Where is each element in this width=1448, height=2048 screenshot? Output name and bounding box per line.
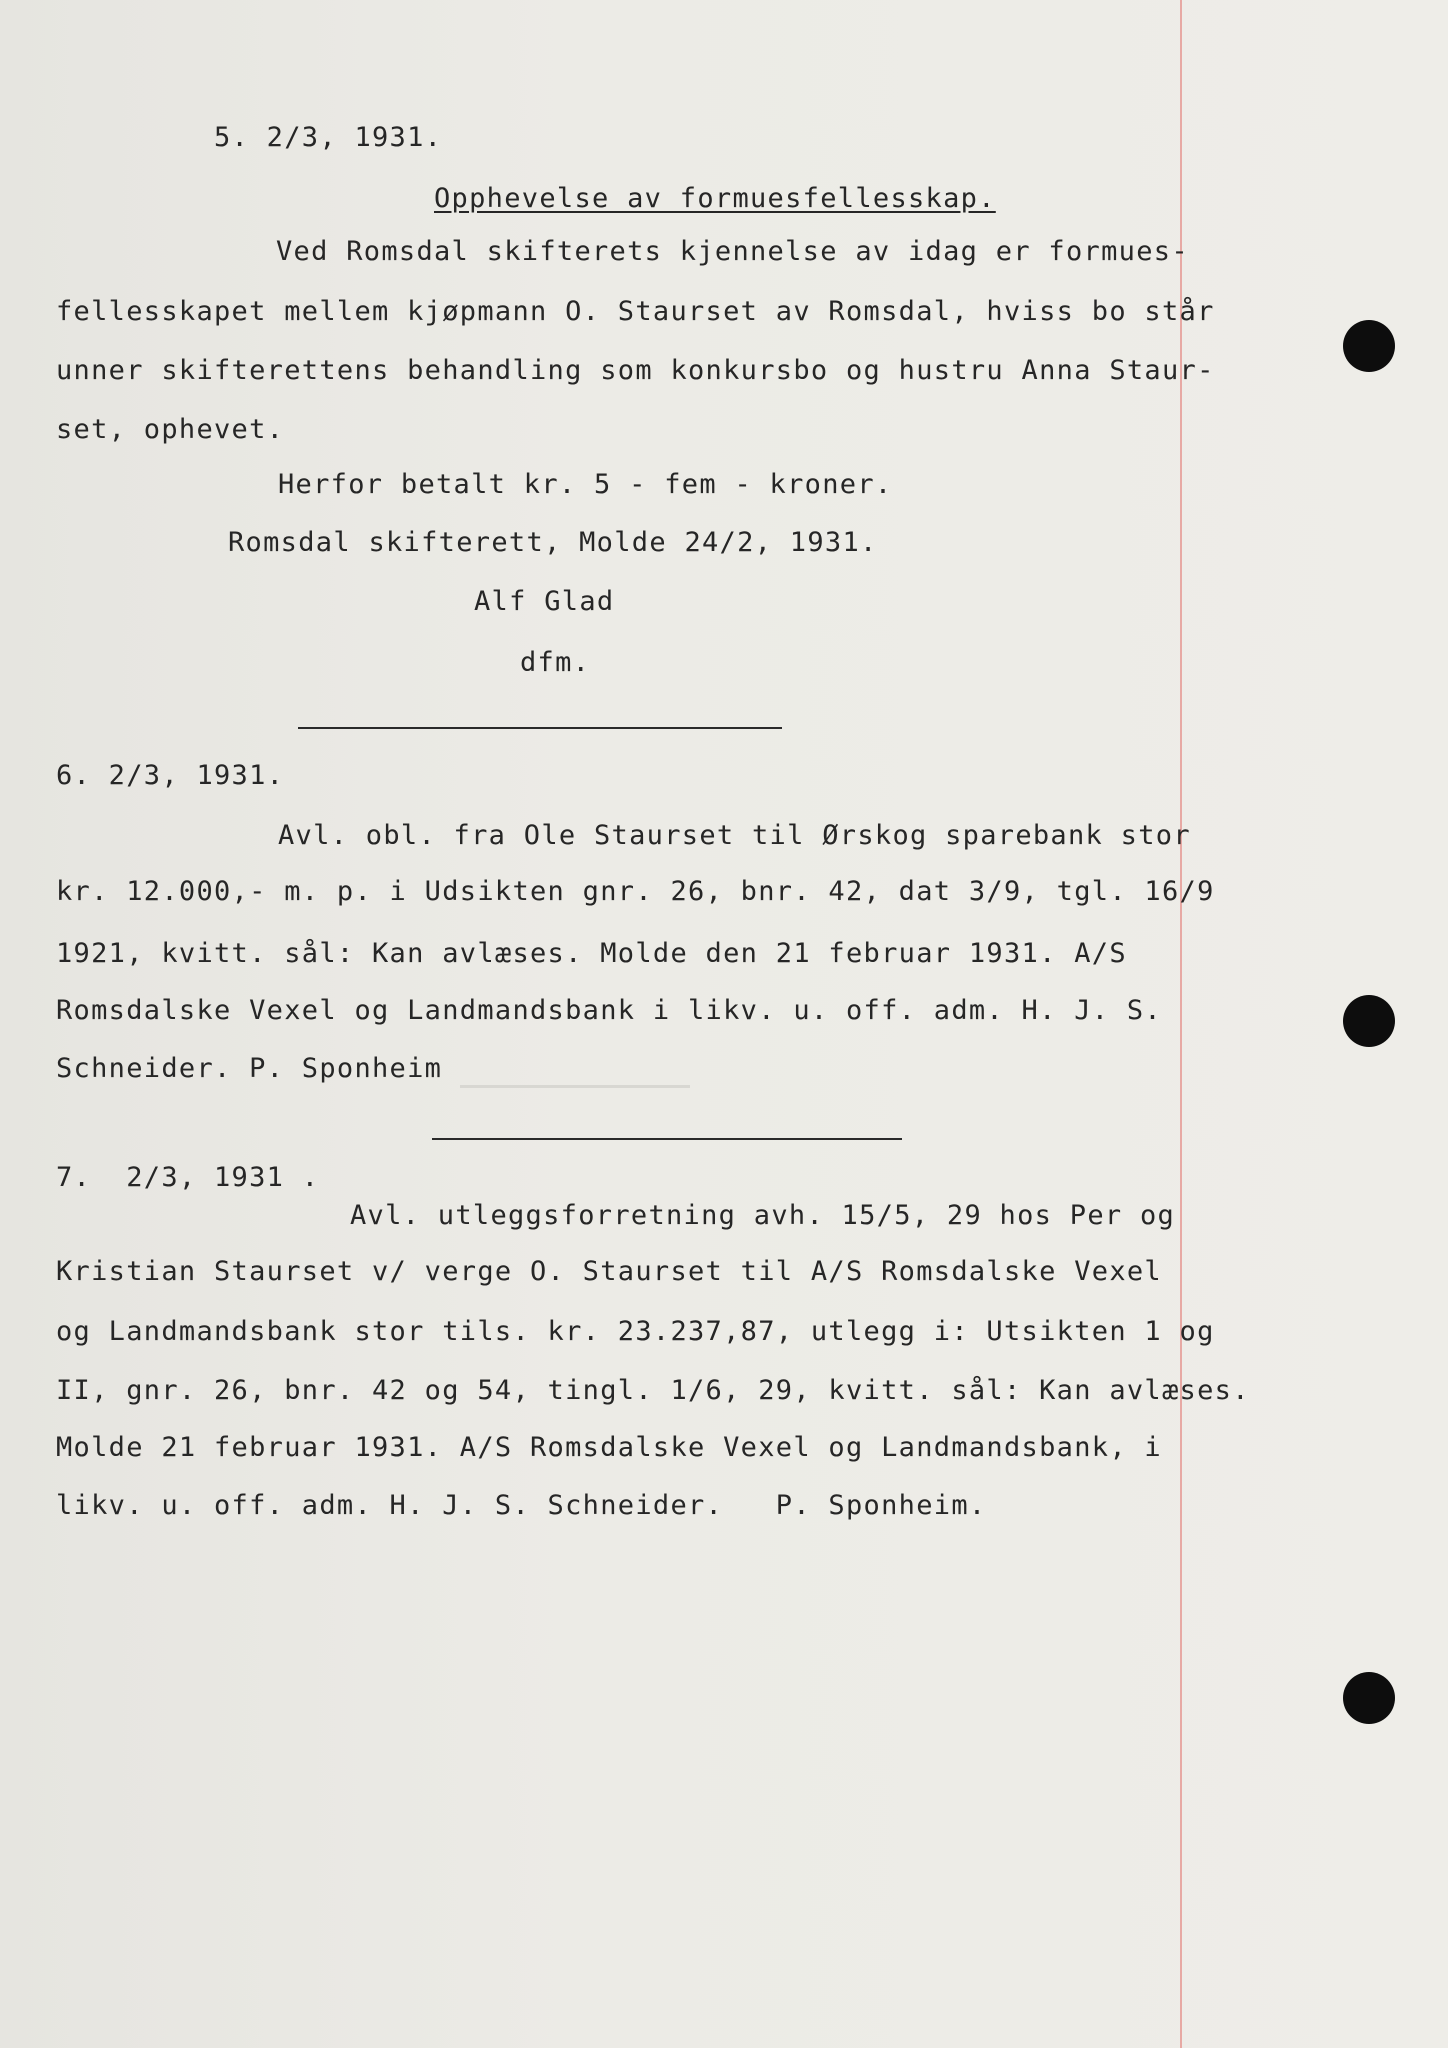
entry-7-line: og Landmandsbank stor tils. kr. 23.237,87, utlegg i: Utsikten 1 og [56, 1316, 1215, 1347]
entry-5-line: set, ophevet. [56, 414, 285, 445]
entry-6-line: Schneider. P. Sponheim [56, 1053, 443, 1084]
entry-5-line: Herfor betalt kr. 5 - fem - kroner. [278, 469, 893, 500]
entry-6-line: Romsdalske Vexel og Landmandsbank i likv. u. off. adm. H. J. S. [56, 995, 1162, 1026]
entry-5-heading: 5. 2/3, 1931. [214, 122, 443, 153]
entry-6-line: Avl. obl. fra Ole Staurset til Ørskog sparebank stor [278, 820, 1191, 851]
entry-5-signature: Alf Glad [474, 586, 615, 617]
separator-rule [432, 1138, 902, 1140]
punch-hole [1343, 1672, 1395, 1724]
entry-6-line: kr. 12.000,- m. p. i Udsikten gnr. 26, bnr. 42, dat 3/9, tgl. 16/9 [56, 876, 1215, 907]
entry-5-line: unner skifterettens behandling som konkursbo og hustru Anna Staur- [56, 355, 1215, 386]
punch-hole [1343, 320, 1395, 372]
entry-7-line: Avl. utleggsforretning avh. 15/5, 29 hos Per og [350, 1200, 1176, 1231]
entry-5-line: dfm. [520, 647, 591, 678]
faint-mark [460, 1085, 690, 1088]
entry-6-heading: 6. 2/3, 1931. [56, 760, 285, 791]
entry-7-line: Molde 21 februar 1931. A/S Romsdalske Vexel og Landmandsbank, i [56, 1432, 1162, 1463]
entry-5-title: Opphevelse av formuesfellesskap. [434, 183, 996, 214]
entry-5-line: Romsdal skifterett, Molde 24/2, 1931. [228, 527, 878, 558]
entry-7-line: Kristian Staurset v/ verge O. Staurset til A/S Romsdalske Vexel [56, 1256, 1162, 1287]
separator-rule [298, 727, 782, 729]
entry-7-heading: 7. 2/3, 1931 . [56, 1162, 320, 1193]
entry-7-line: likv. u. off. adm. H. J. S. Schneider. P. Sponheim. [56, 1490, 987, 1521]
entry-5-line: Ved Romsdal skifterets kjennelse av idag er formues- [276, 236, 1189, 267]
entry-5-line: fellesskapet mellem kjøpmann O. Staurset av Romsdal, hviss bo står [56, 296, 1215, 327]
punch-hole [1343, 995, 1395, 1047]
entry-6-line: 1921, kvitt. sål: Kan avlæses. Molde den 21 februar 1931. A/S [56, 938, 1127, 969]
entry-7-line: II, gnr. 26, bnr. 42 og 54, tingl. 1/6, 29, kvitt. sål: Kan avlæses. [56, 1375, 1250, 1406]
